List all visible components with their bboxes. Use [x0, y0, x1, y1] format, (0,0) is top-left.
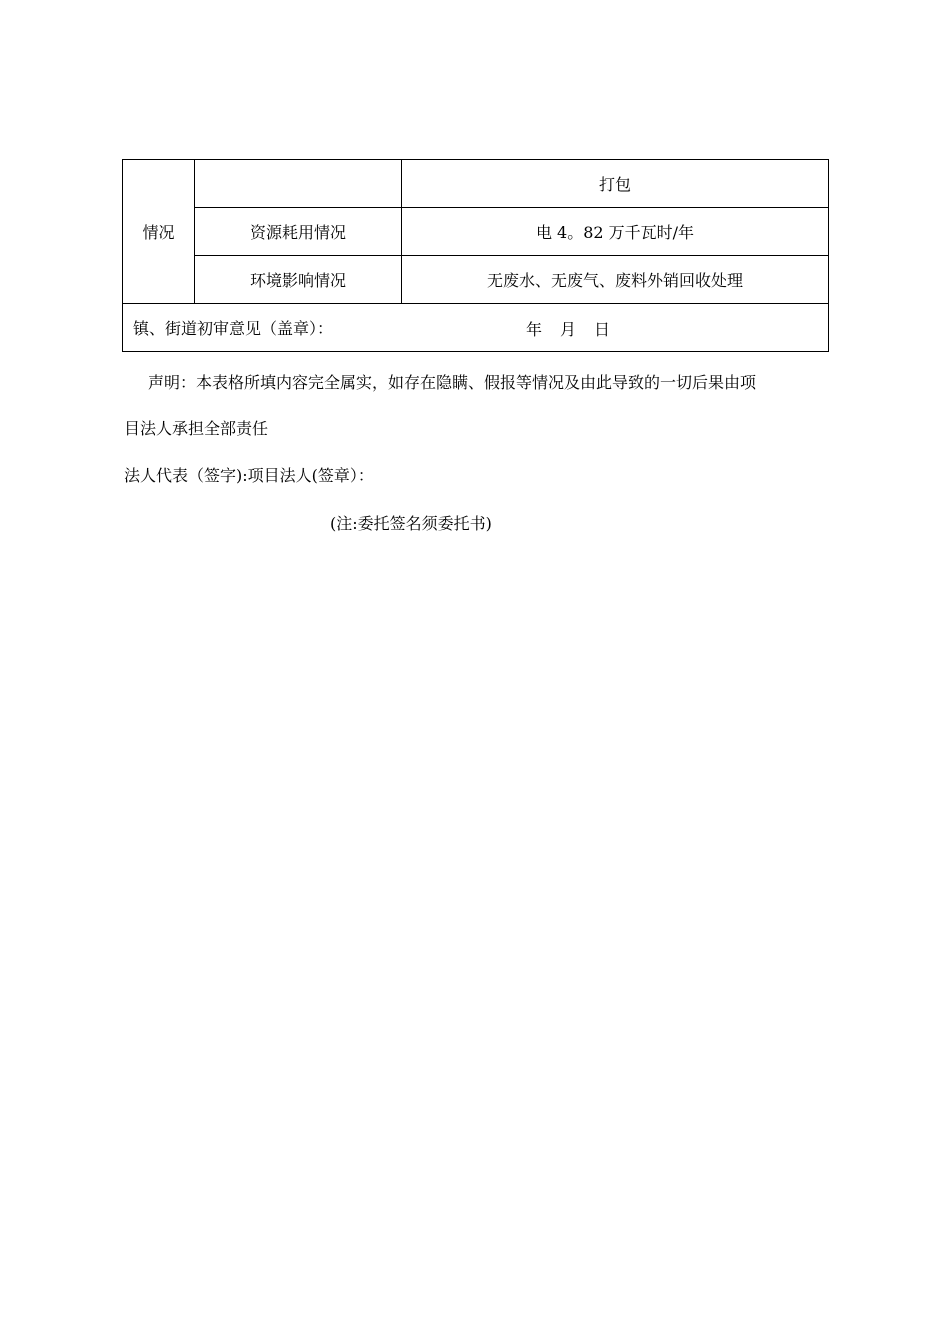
- row-value-cell: 电 4。82 万千瓦时/年: [402, 208, 829, 256]
- row-label-cell: 环境影响情况: [195, 256, 402, 304]
- signature-line: 法人代表（签字):项目法人(签章）：: [124, 466, 374, 485]
- group-label-cell: 情况: [123, 160, 195, 304]
- declaration-line-2: 目法人承担全部责任: [124, 419, 269, 438]
- row-value-cell: 打包: [402, 160, 829, 208]
- row-label-cell: 资源耗用情况: [195, 208, 402, 256]
- review-opinion-cell: [123, 304, 829, 352]
- row-label-cell: [195, 160, 402, 208]
- table-footer-row: [123, 304, 829, 352]
- review-date: 年 月 日: [526, 320, 612, 339]
- project-info-table: [122, 159, 829, 352]
- row-value-cell: 无废水、无废气、废料外销回收处理: [402, 256, 829, 304]
- table-row: [123, 208, 829, 256]
- declaration-line-1: 声明：本表格所填内容完全属实，如存在隐瞒、假报等情况及由此导致的一切后果由项: [148, 373, 757, 392]
- table-row: [123, 160, 829, 208]
- table-row: [123, 256, 829, 304]
- review-opinion-label: 镇、街道初审意见（盖章）：: [133, 319, 334, 338]
- delegation-note: (注:委托签名须委托书): [330, 514, 492, 533]
